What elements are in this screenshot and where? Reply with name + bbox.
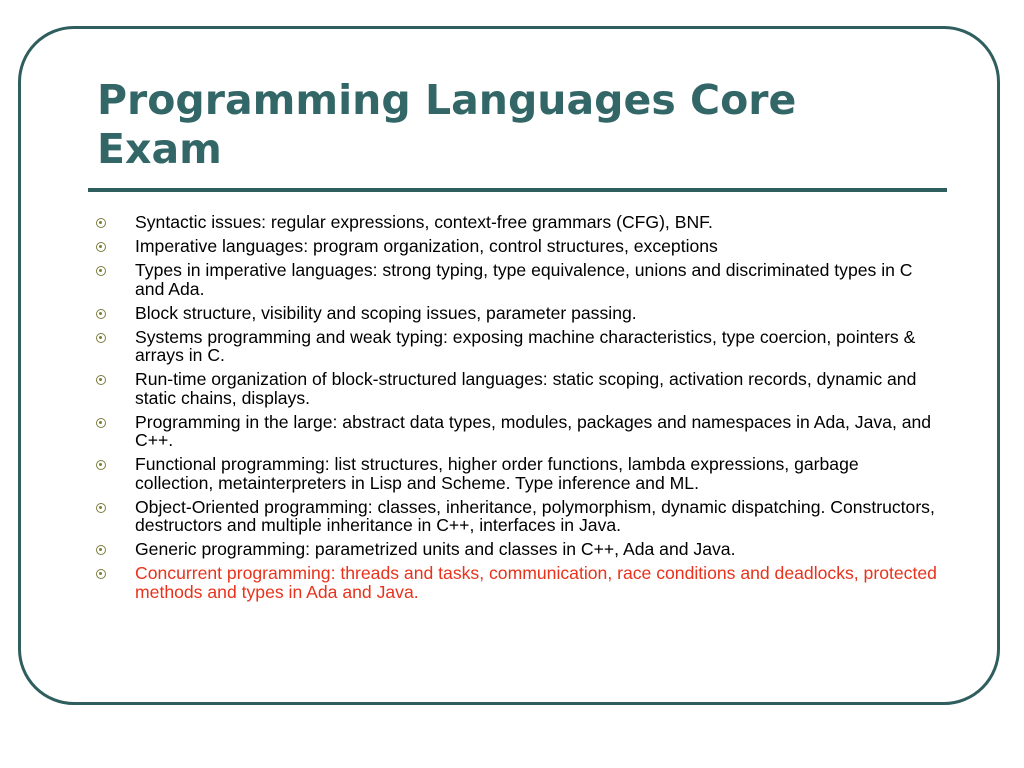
bullet-text: Run-time organization of block-structured languages: static scoping, activation records, dynamic and static chains, displays.: [135, 369, 917, 408]
bullet-text: Generic programming: parametrized units and classes in C++, Ada and Java.: [135, 539, 736, 559]
bullet-text: Syntactic issues: regular expressions, context-free grammars (CFG), BNF.: [135, 212, 713, 232]
bullet-item: [96, 304, 941, 323]
circle-bullet-icon: [96, 375, 106, 385]
circle-bullet-icon: [96, 460, 106, 470]
slide-title: Programming Languages Core Exam: [97, 76, 797, 173]
circle-bullet-icon: [96, 569, 106, 579]
bullet-item: [96, 540, 941, 559]
bullet-item: [96, 413, 941, 450]
circle-bullet-icon: [96, 309, 106, 319]
bullet-list: [96, 213, 941, 607]
bullet-item: [96, 237, 941, 256]
bullet-text: Imperative languages: program organization, control structures, exceptions: [135, 236, 718, 256]
bullet-item: [96, 455, 941, 492]
circle-bullet-icon: [96, 545, 106, 555]
circle-bullet-icon: [96, 266, 106, 276]
bullet-text: Types in imperative languages: strong typing, type equivalence, unions and discriminated types in C and Ada.: [135, 260, 913, 299]
bullet-item: [96, 370, 941, 407]
bullet-item: [96, 498, 941, 535]
bullet-item: [96, 328, 941, 365]
circle-bullet-icon: [96, 218, 106, 228]
bullet-item-highlighted: [96, 564, 941, 601]
circle-bullet-icon: [96, 242, 106, 252]
title-divider: [88, 188, 947, 192]
circle-bullet-icon: [96, 503, 106, 513]
bullet-text: Block structure, visibility and scoping issues, parameter passing.: [135, 302, 637, 323]
bullet-item: [96, 213, 941, 232]
bullet-text: Programming in the large: abstract data types, modules, packages and namespaces in Ada, Java, and C++.: [135, 411, 932, 450]
bullet-text: Systems programming and weak typing: exposing machine characteristics, type coercion, pointers & arrays in C.: [135, 326, 916, 365]
circle-bullet-icon: [96, 418, 106, 428]
bullet-text: Object-Oriented programming: classes, inheritance, polymorphism, dynamic dispatching. Constructors, destructors and multiple inheritance in C++, interfaces in Java.: [135, 496, 935, 535]
bullet-text: Functional programming: list structures, higher order functions, lambda expressions, garbage collection, metainterpreters in Lisp and Scheme. Type inference and ML.: [135, 454, 859, 493]
circle-bullet-icon: [96, 333, 106, 343]
bullet-item: [96, 261, 941, 298]
bullet-text: Concurrent programming: threads and tasks, communication, race conditions and deadlocks, protected methods and types in Ada and Java.: [135, 563, 937, 602]
